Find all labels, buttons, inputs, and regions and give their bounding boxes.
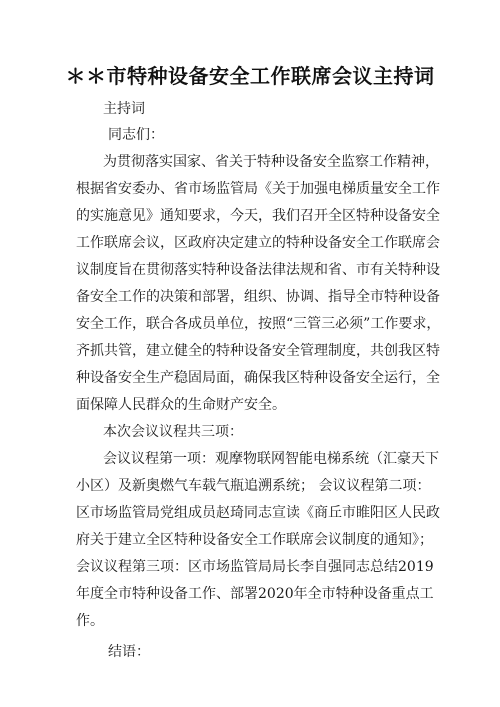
paragraph1-line: 种设备安全生产稳固局面，确保我区特种设备安全运行，全 bbox=[76, 370, 440, 386]
paragraph1-line: 议制度旨在贯彻落实特种设备法律法规和省、市有关特种设 bbox=[76, 262, 440, 278]
paragraph2-line: 年度全市特种设备工作、部署2020年全市特种设备重点工 bbox=[76, 586, 434, 602]
paragraph1-line: 工作联席会议，区政府决定建立的特种设备安全工作联席会 bbox=[76, 235, 440, 251]
closing-label: 结语： bbox=[108, 644, 150, 660]
paragraph1-line: 根据省安委办、省市场监管局《关于加强电梯质量安全工作 bbox=[76, 181, 440, 197]
label-line: 主持词 bbox=[103, 101, 145, 117]
paragraph2-line: 会议议程第一项：观摩物联网智能电梯系统（汇豪天下 bbox=[103, 451, 439, 467]
paragraph2-line: 作。 bbox=[76, 613, 104, 629]
paragraph1-line: 齐抓共管，建立健全的特种设备安全管理制度，共创我区特 bbox=[76, 343, 440, 359]
paragraph2-line: 府关于建立全区特种设备安全工作联席会议制度的通知》； bbox=[76, 532, 433, 548]
salutation-line: 同志们： bbox=[108, 127, 164, 143]
paragraph1-line: 面保障人民群众的生命财产安全。 bbox=[76, 397, 286, 413]
paragraph1-line: 备安全工作的决策和部署，组织、协调、指导全市特种设备 bbox=[76, 289, 440, 305]
document-title: ＊＊市特种设备安全工作联席会议主持词 bbox=[65, 64, 435, 88]
paragraph1-line: 为贯彻落实国家、省关于特种设备安全监察工作精神， bbox=[103, 154, 439, 170]
paragraph2-line: 会议议程第三项：区市场监管局局长李自强同志总结2019 bbox=[76, 559, 434, 575]
paragraph2-line: 区市场监管局党组成员赵琦同志宣读《商丘市睢阳区人民政 bbox=[76, 505, 440, 521]
paragraph2-line: 小区）及新奥燃气车载气瓶追溯系统； 会议议程第二项： bbox=[76, 478, 431, 494]
paragraph1-line: 的实施意见》通知要求，今天，我们召开全区特种设备安全 bbox=[76, 208, 440, 224]
agenda-intro: 本次会议议程共三项： bbox=[103, 424, 243, 440]
paragraph1-line: 安全工作，联合各成员单位，按照“三管三必须”工作要求， bbox=[76, 316, 441, 332]
